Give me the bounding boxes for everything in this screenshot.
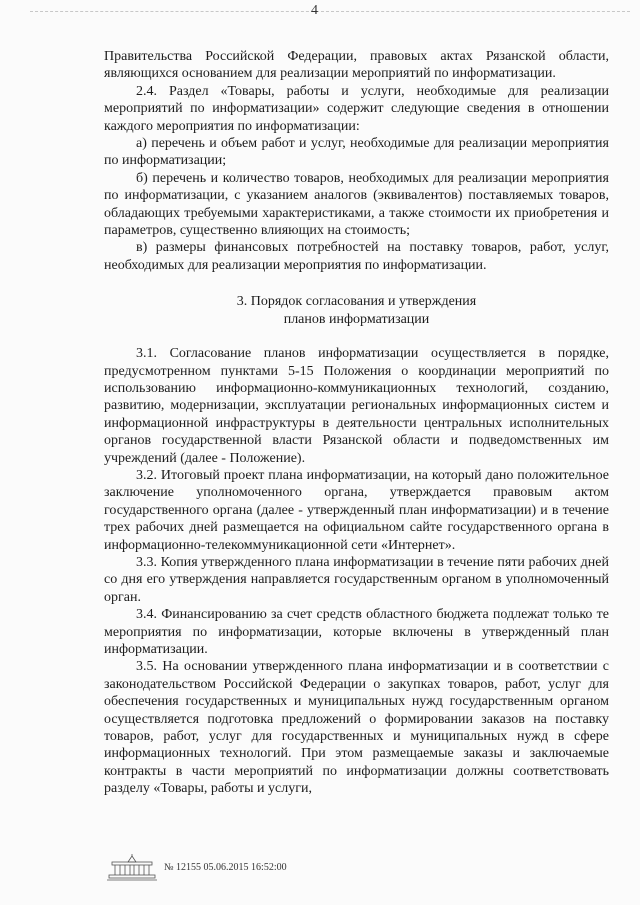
paragraph: Правительства Российской Федерации, правовых актах Рязанской области, являющихся основанием для реализации мероприятий по информатизации. <box>104 49 609 82</box>
government-building-icon <box>106 853 158 883</box>
paragraph: 3.5. На основании утвержденного плана информатизации и в соответствии с законодательством Российской Федерации о закупках товаров, работ, услуг для обеспечения государственных и муниципальных нужд государственным органом осуществляется подготовка предложений о формировании заказов на поставку товаров, работ, услуг для государственных и муниципальных нужд в сфере информационных технологий. При этом размещаемые заказы и заключаемые контракты в части мероприятий по информатизации должны соответствовать разделу «Товары, работы и услуги, <box>104 659 609 797</box>
paragraph: 3.1. Согласование планов информатизации осуществляется в порядке, предусмотренном пунктами 5-15 Положения о координации мероприятий по использованию информационно-коммуникационных технологий, созданию, развитию, модернизации, эксплуатации региональных информационных систем и информационной инфраструктуры в деятельности центральных исполнительных органов государственной власти Рязанской области и подведомственных им учреждений (далее - Положение). <box>104 346 609 466</box>
paragraph: 2.4. Раздел «Товары, работы и услуги, необходимые для реализации мероприятий по информатизации» содержит следующие сведения в отношении каждого мероприятия по информатизации: <box>104 83 609 134</box>
scan-edge-line <box>30 11 630 12</box>
paragraph: 3.4. Финансированию за счет средств областного бюджета подлежат только те мероприятия по информатизации, которые включены в утвержденный план информатизации. <box>104 607 609 657</box>
section-heading-line: 3. Порядок согласования и утверждения <box>236 294 477 310</box>
document-body <box>104 48 609 798</box>
page-number: 4 <box>311 3 318 18</box>
registration-stamp: № 12155 05.06.2015 16:52:00 <box>164 862 287 873</box>
section-heading <box>104 293 609 328</box>
paragraph: а) перечень и объем работ и услуг, необходимые для реализации мероприятия по информатизации; <box>104 136 609 169</box>
paragraph: 3.3. Копия утвержденного плана информатизации в течение пяти рабочих дней со дня его утверждения направляется государственным органом в уполномоченный орган. <box>104 554 609 605</box>
section-heading-line: планов информатизации <box>283 311 430 327</box>
paragraph: 3.2. Итоговый проект плана информатизации, на который дано положительное заключение уполномоченного органа, утверждается правовым актом государственного органа (далее - утвержденный план информатизации) и в течение трех рабочих дней размещается на официальном сайте государственного органа в информационно-телекоммуникационной сети «Интернет». <box>104 467 609 553</box>
document-footer <box>106 853 346 883</box>
paragraph: б) перечень и количество товаров, необходимых для реализации мероприятия по информатизации, с указанием аналогов (эквивалентов) поставляемых товаров, обладающих требуемыми характеристиками, а также стоимости их приобретения и параметров, существенно влияющих на стоимость; <box>104 170 609 239</box>
paragraph: в) размеры финансовых потребностей на поставку товаров, работ, услуг, необходимых для реализации мероприятия по информатизации. <box>104 240 609 273</box>
